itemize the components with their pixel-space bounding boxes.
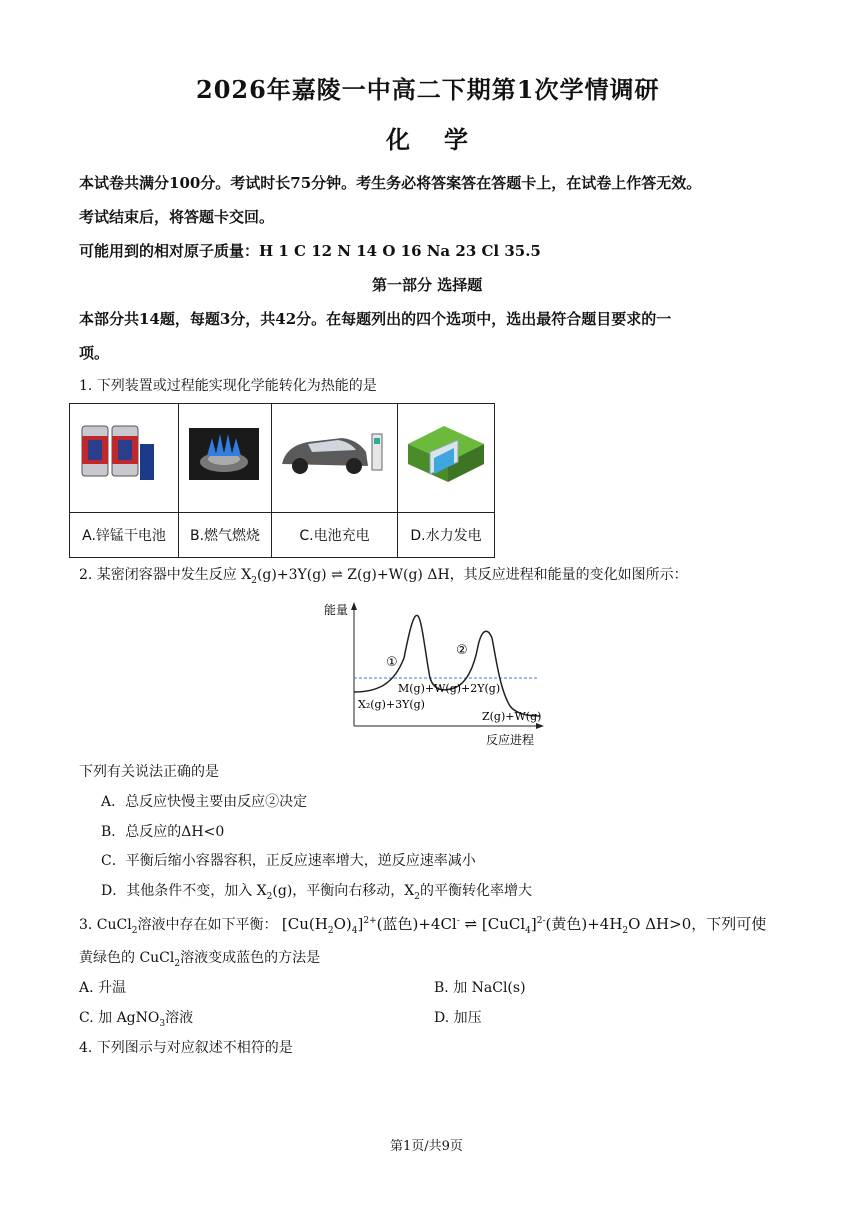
q2-follow: 下列有关说法正确的是 xyxy=(79,764,219,780)
products-label: Z(g)+W(g) xyxy=(482,710,542,723)
q1-option-c-label: C.电池充电 xyxy=(272,513,398,558)
intermediate-label: M(g)+W(g)+2Y(g) xyxy=(398,682,501,695)
q1-option-a-image xyxy=(70,404,179,513)
q1-option-d-image xyxy=(398,404,495,513)
instructions-line1: 本试卷共满分100分。考试时长75分钟。考生务必将答案答在答题卡上，在试卷上作答无效。 xyxy=(79,174,702,192)
q3-choice-d: D. 加压 xyxy=(434,1010,482,1026)
equilibrium-arrow-icon: ⇌ xyxy=(326,567,348,583)
q2-choice-a: A．总反应快慢主要由反应②决定 xyxy=(101,794,308,810)
q3-choice-b: B. 加 NaCl(s) xyxy=(434,980,526,996)
part1-desc-line1: 本部分共14题，每题3分，共42分。在每题列出的四个选项中，选出最符合题目要求的一 xyxy=(79,310,672,328)
page-footer: 第1页/共9页 xyxy=(390,1139,463,1154)
part1-desc-line2: 项。 xyxy=(79,344,110,362)
q2-choice-d: D．其他条件不变，加入 $X_2(g)$，平衡向右移动，$X_2$的平衡转化率增大 xyxy=(101,883,532,902)
q1-option-a-label: A.锌锰干电池 xyxy=(70,513,179,558)
q2-choice-b: B．总反应的ΔH<0 xyxy=(101,824,225,840)
electric-car-icon xyxy=(272,404,397,508)
step1-marker: ① xyxy=(386,655,398,670)
battery-icon xyxy=(70,404,178,508)
q1-option-c-image xyxy=(272,404,398,513)
gas-flame-icon xyxy=(179,404,271,508)
y-axis-arrow xyxy=(351,602,357,610)
q1-option-d-label: D.水力发电 xyxy=(398,513,495,558)
q1-options-table xyxy=(69,403,495,558)
q3-stem-line2: 黄绿色的 CuCl$_2$溶液变成蓝色的方法是 xyxy=(79,950,321,969)
q2-choice-c: C．平衡后缩小容器容积，正反应速率增大，逆反应速率减小 xyxy=(101,853,476,869)
q4-stem: 4. 下列图示与对应叙述不相符的是 xyxy=(79,1040,293,1056)
q3-choice-a: A. 升温 xyxy=(79,980,127,996)
instructions-line2: 考试结束后，将答题卡交回。 xyxy=(79,208,275,226)
q1-stem: 1. 下列装置或过程能实现化学能转化为热能的是 xyxy=(79,378,377,394)
step2-marker: ② xyxy=(456,643,468,658)
q1-option-b-label: B.燃气燃烧 xyxy=(179,513,272,558)
q3-choice-c: C. 加 AgNO$_3$溶液 xyxy=(79,1010,194,1029)
part1-heading: 第一部分 选择题 xyxy=(372,276,483,294)
y-axis-label: 能量 xyxy=(324,603,349,617)
q3-stem-line1: 3. CuCl$_2$溶液中存在如下平衡： $[Cu(H_2O)_4]^{2+}$(蓝色)+4Cl- ⇌ [CuCl$_4$]$^{2-}$(黄色)$+4H_2O$ ΔH>0，下列可使 xyxy=(79,915,767,936)
energy-profile-chart xyxy=(318,598,548,750)
q3-equation: $[Cu(H_2O)_4]^{2+}$(蓝色)+4Cl- ⇌ [CuCl$_4$]$^{2-}$(黄色)$+4H_2O$ ΔH>0，下列可使 xyxy=(281,915,767,936)
atomic-mass-line: 可能用到的相对原子质量：H 1 C 12 N 14 O 16 Na 23 Cl 35.5 xyxy=(79,242,541,260)
hydro-dam-icon xyxy=(398,404,494,508)
subject-title: 化学 xyxy=(386,125,502,154)
reactants-label: X₂(g)+3Y(g) xyxy=(358,698,425,711)
x-axis-label: 反应进程 xyxy=(486,733,535,747)
q1-option-b-image xyxy=(179,404,272,513)
exam-title: 2026年嘉陵一中高二下期第1次学情调研 xyxy=(196,75,660,104)
x-axis-arrow xyxy=(536,723,544,729)
equilibrium-arrow-icon: ⇌ xyxy=(459,915,482,933)
q2-stem: 2. 某密闭容器中发生反应 $X_2(g)+3Y(g)$ ⇌ Z(g)+W(g) ΔH，其反应进程和能量的变化如图所示： xyxy=(79,567,688,586)
